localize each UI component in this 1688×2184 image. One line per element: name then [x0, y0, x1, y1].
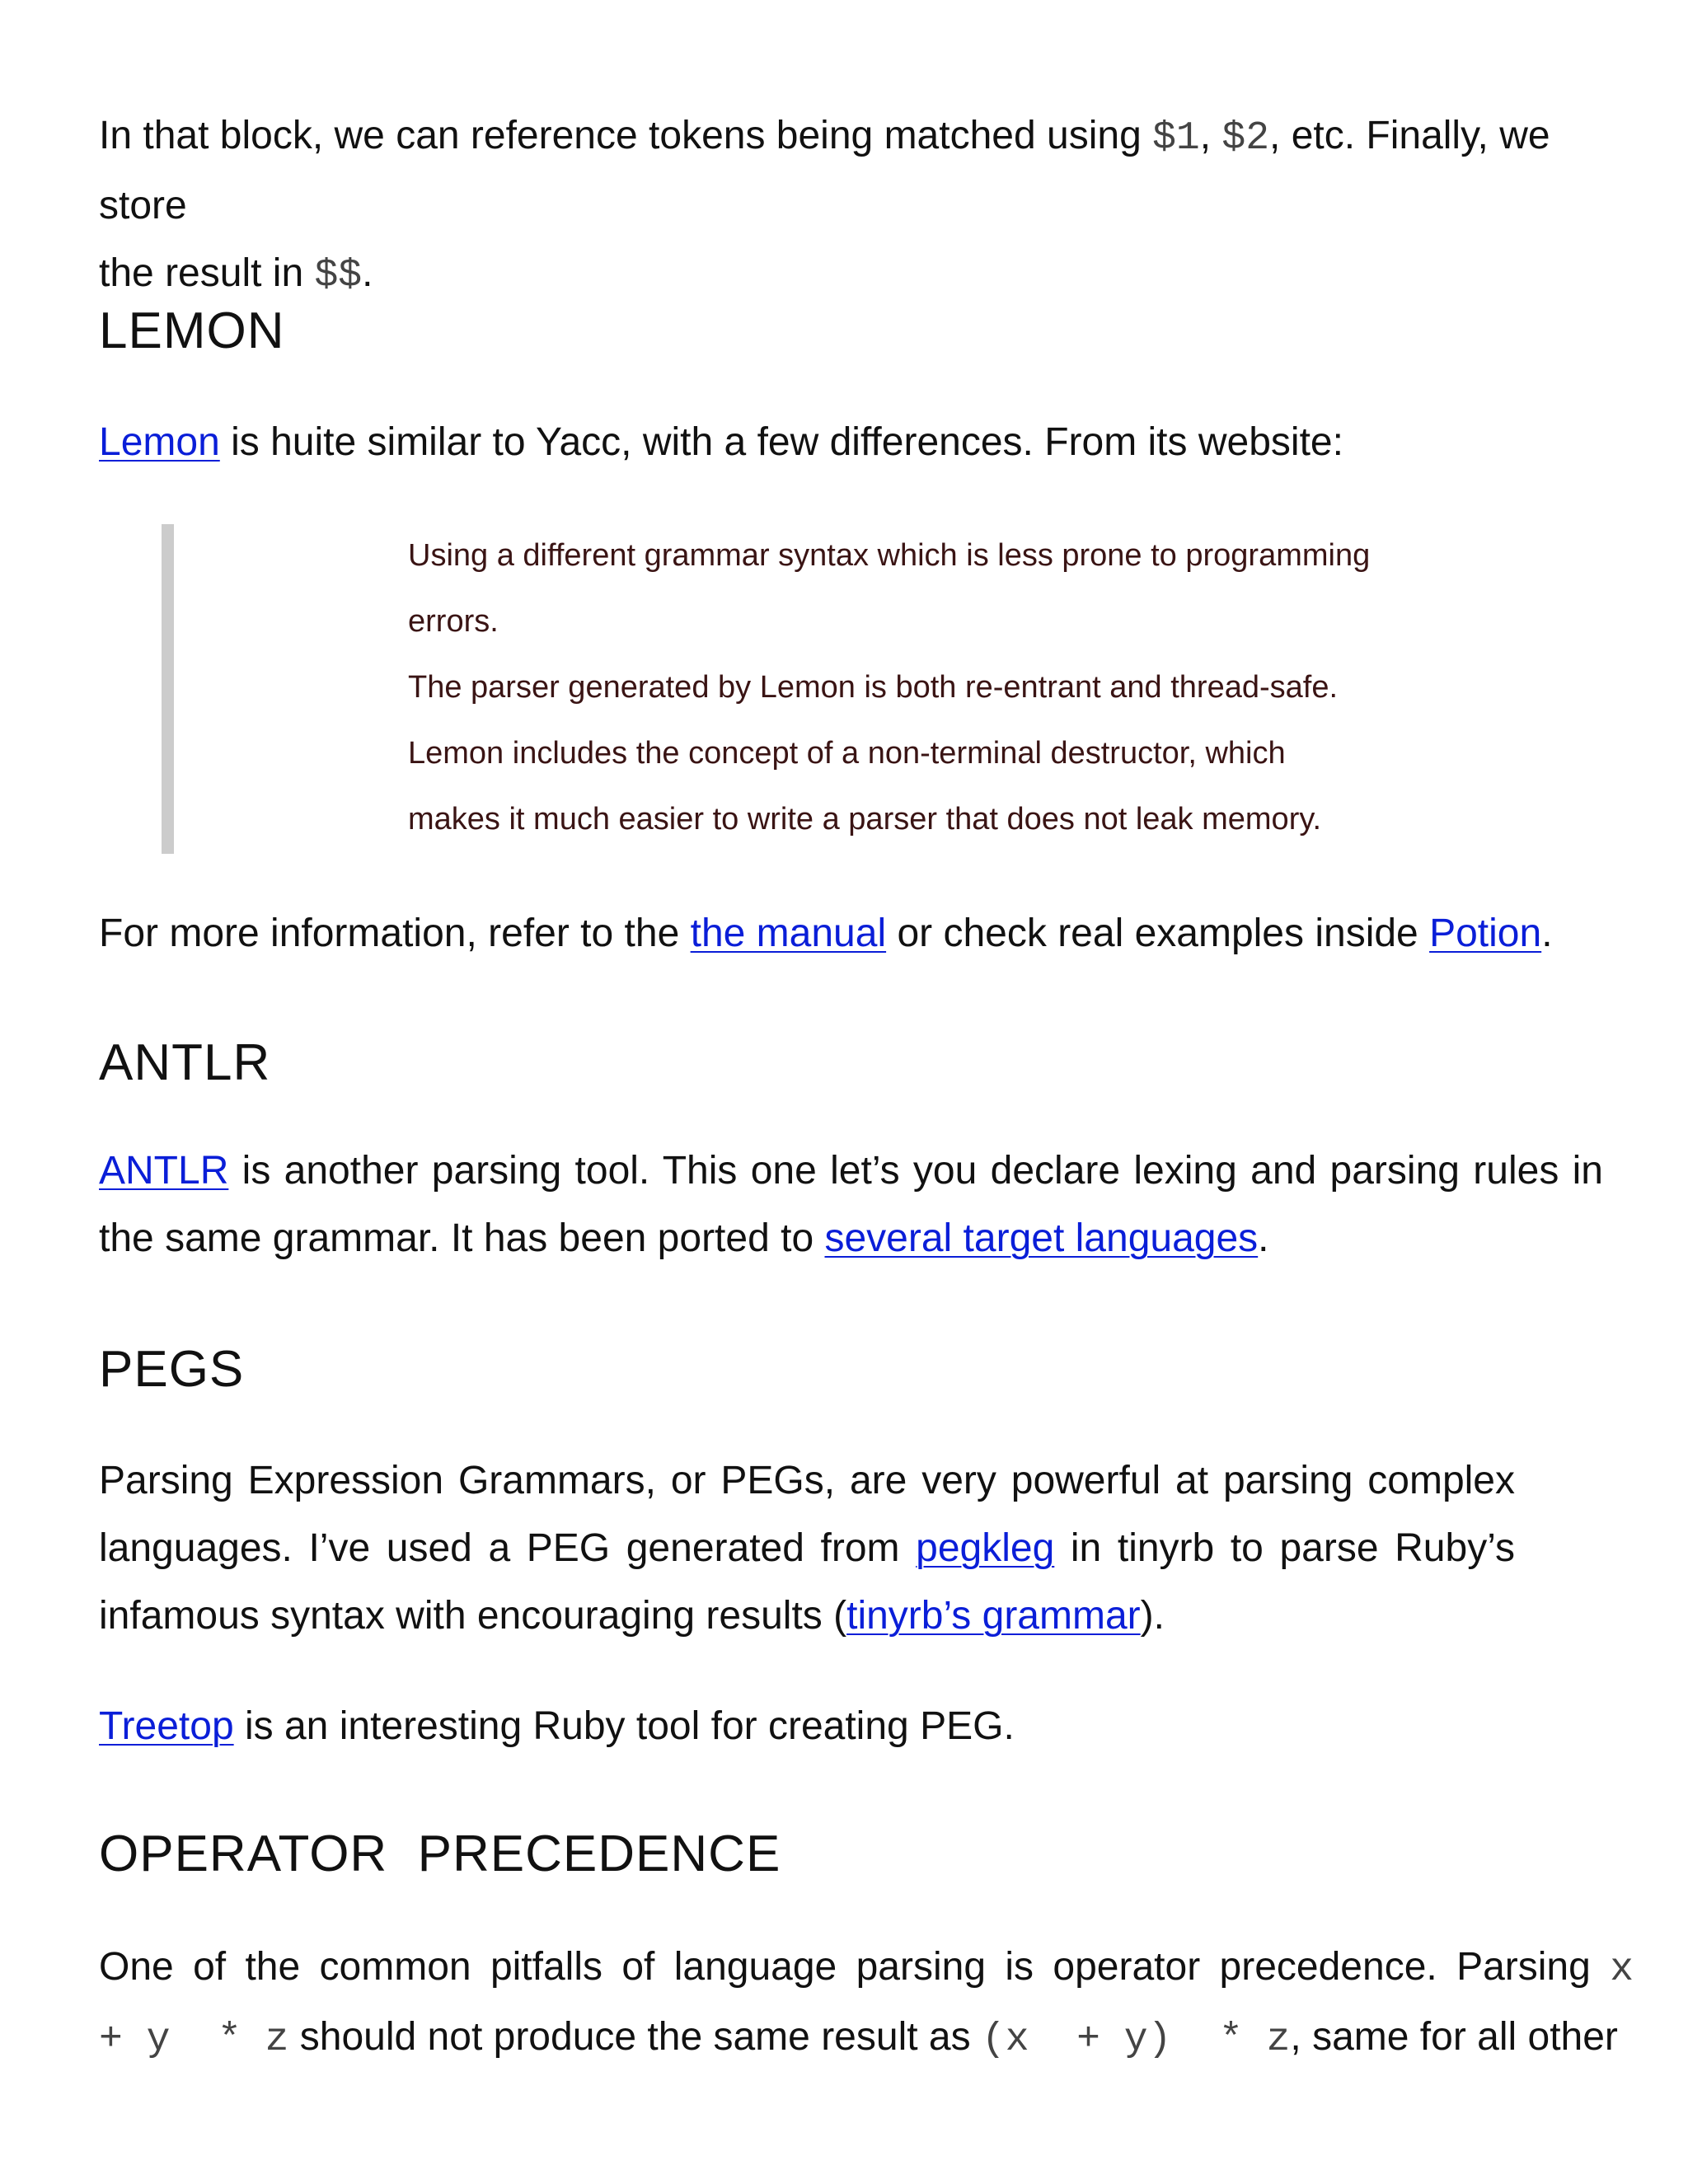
treetop-paragraph	[99, 1693, 1015, 1760]
antlr-line-1	[99, 1137, 1603, 1205]
lemon-link[interactable]: Lemon	[99, 420, 220, 464]
pegs-text-4: ).	[1140, 1594, 1165, 1638]
intro-text-2: , etc. Finally, we store	[99, 114, 1550, 227]
precedence-text: One of the common pitfalls of language parsing is operator precedence. Parsing	[99, 1945, 1591, 1989]
pegs-line-3	[99, 1582, 1515, 1650]
precedence-paragraph	[99, 1933, 1634, 2074]
treetop-link[interactable]: Treetop	[99, 1704, 234, 1748]
pegs-heading: PEGS	[99, 1341, 245, 1398]
code-x: x	[1610, 1947, 1634, 1992]
pegs-text-3: infamous syntax with encouraging results (	[99, 1594, 847, 1638]
precedence-line-2	[99, 2004, 1634, 2074]
intro-period: .	[362, 251, 373, 295]
antlr-text: is another parsing tool. This one let’s you declare lexing and parsing rules in	[228, 1149, 1603, 1193]
pegs-line-2	[99, 1515, 1515, 1582]
quote-line: makes it much easier to write a parser that does not leak memory.	[408, 802, 1322, 837]
blockquote-bar	[162, 524, 174, 854]
target-languages-link[interactable]: several target languages	[824, 1216, 1259, 1260]
antlr-period: .	[1258, 1216, 1269, 1260]
quote-line: Lemon includes the concept of a non-terminal destructor, which	[408, 736, 1286, 771]
treetop-text: is an interesting Ruby tool for creating PEG.	[233, 1704, 1015, 1748]
precedence-text-3: , same for all other	[1290, 2015, 1618, 2059]
lemon-text: is huite similar to Yacc, with a few differences. From its website:	[219, 420, 1343, 464]
lemon-heading: LEMON	[99, 302, 285, 359]
quote-line: errors.	[408, 604, 499, 639]
precedence-text-2: should not produce the same result as	[288, 2015, 982, 2059]
tinyrb-grammar-link[interactable]: tinyrb’s grammar	[846, 1594, 1141, 1638]
more-text-2: or check real examples inside	[886, 912, 1430, 955]
lemon-more-paragraph	[99, 900, 1553, 968]
intro-comma: ,	[1199, 114, 1212, 157]
potion-link[interactable]: Potion	[1429, 912, 1542, 955]
code-token-result: $$	[314, 254, 363, 298]
precedence-line-1	[99, 1933, 1634, 2004]
antlr-heading: ANTLR	[99, 1034, 271, 1091]
precedence-heading: OPERATOR PRECEDENCE	[99, 1825, 781, 1882]
code-token-1: $1	[1152, 116, 1200, 161]
pegs-paragraph	[99, 1447, 1515, 1650]
pegs-text-2: in tinyrb to parse Ruby’s	[1054, 1526, 1515, 1570]
code-expression-1: + y * z	[99, 2018, 289, 2062]
lemon-paragraph	[99, 409, 1343, 476]
pegkleg-link[interactable]: pegkleg	[916, 1526, 1055, 1570]
antlr-paragraph	[99, 1137, 1603, 1272]
intro-paragraph	[99, 102, 1640, 310]
intro-text-3: the result in	[99, 251, 304, 295]
code-expression-2: (x + y) * z	[981, 2018, 1291, 2062]
intro-text: In that block, we can reference tokens being matched using	[99, 114, 1142, 157]
pegs-text: languages. I’ve used a PEG generated from	[99, 1526, 917, 1570]
antlr-text-2: the same grammar. It has been ported to	[99, 1216, 825, 1260]
quote-line: The parser generated by Lemon is both re-entrant and thread-safe.	[408, 670, 1339, 705]
manual-link[interactable]: the manual	[690, 912, 887, 955]
antlr-link[interactable]: ANTLR	[99, 1149, 229, 1193]
lemon-blockquote	[408, 523, 1434, 852]
code-token-2: $2	[1221, 116, 1270, 161]
pegs-line-1: Parsing Expression Grammars, or PEGs, are very powerful at parsing complex	[99, 1459, 1515, 1502]
antlr-line-2	[99, 1205, 1603, 1272]
more-text: For more information, refer to the	[99, 912, 691, 955]
more-period: .	[1541, 912, 1553, 955]
quote-line: Using a different grammar syntax which is less prone to programming	[408, 538, 1371, 573]
